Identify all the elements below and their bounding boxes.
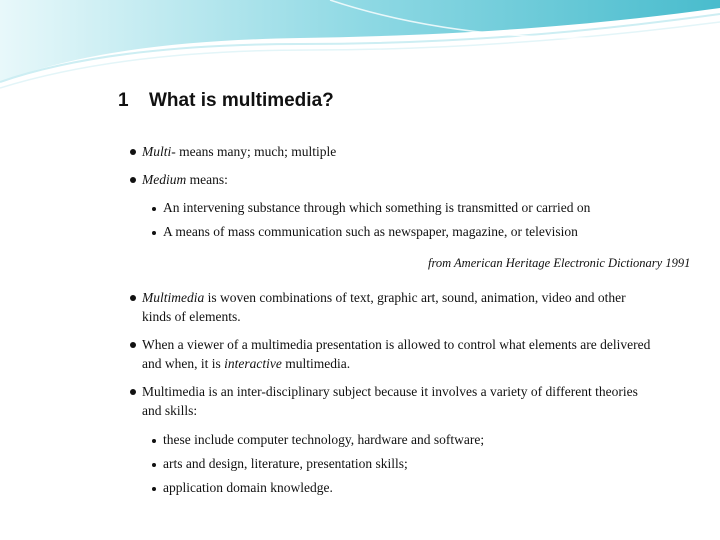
sub-bullet-icon <box>152 463 156 467</box>
bullet-icon <box>130 389 136 395</box>
bullet-multi: Multi- means many; much; multiple <box>142 144 337 159</box>
bullet-interdisciplinary-cont: and skills: <box>142 403 198 418</box>
sub-bullet-skills-3: application domain knowledge. <box>163 480 333 495</box>
bullet-interactive-cont: and when, it is interactive multimedia. <box>142 356 351 371</box>
sub-bullet-icon <box>152 487 156 491</box>
sub-bullet-medium-1: An intervening substance through which something is transmitted or carried on <box>163 200 591 215</box>
bullet-interdisciplinary: Multimedia is an inter-disciplinary subject because it involves a variety of different theories <box>142 384 638 399</box>
sub-bullet-icon <box>152 207 156 211</box>
bullet-multimedia-definition: Multimedia is woven combinations of text, graphic art, sound, animation, video and other <box>142 290 626 305</box>
citation: from American Heritage Electronic Dictionary 1991 <box>428 256 691 270</box>
sub-bullet-skills-2: arts and design, literature, presentation skills; <box>163 456 408 471</box>
bullet-multimedia-definition-cont: kinds of elements. <box>142 309 241 324</box>
sub-bullet-icon <box>152 231 156 235</box>
bullet-icon <box>130 177 136 183</box>
bullet-interactive: When a viewer of a multimedia presentation is allowed to control what elements are delivered <box>142 337 651 352</box>
page-title: 1 What is multimedia? <box>118 90 334 111</box>
bullet-medium: Medium means: <box>142 172 228 187</box>
sub-bullet-medium-2: A means of mass communication such as newspaper, magazine, or television <box>163 224 578 239</box>
sub-bullet-skills-1: these include computer technology, hardware and software; <box>163 432 485 447</box>
bullet-icon <box>130 295 136 301</box>
bullet-icon <box>130 342 136 348</box>
sub-bullet-icon <box>152 439 156 443</box>
bullet-icon <box>130 149 136 155</box>
